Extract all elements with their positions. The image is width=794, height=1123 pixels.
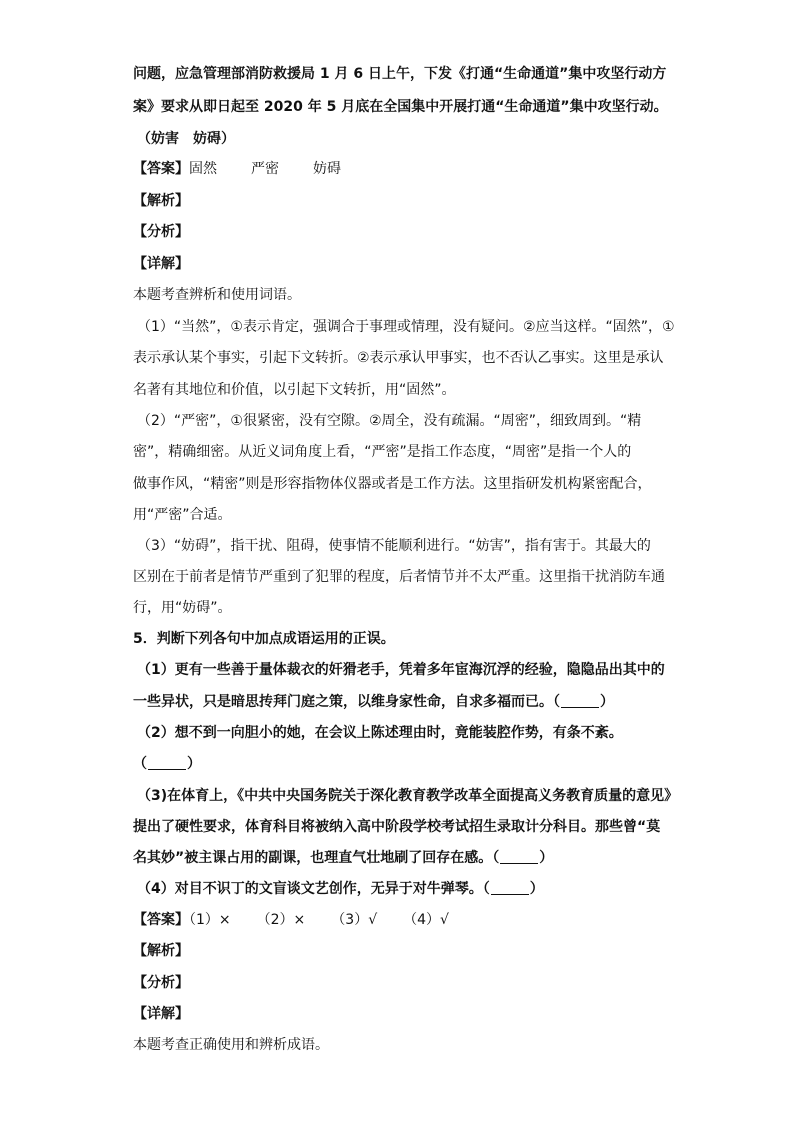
question-title: 5．判断下列各句中加点成语运用的正误。 [133, 631, 395, 647]
section-heading: 【详解】 [133, 1006, 189, 1022]
answer-item: （3）√ [331, 912, 378, 928]
question-item: （ ） [133, 756, 201, 772]
text-line: 案》要求从即日起至 2020 年 5 月底在全国集中开展打通“生命通道”集中攻坚行动。 [133, 99, 668, 115]
text-line: 表示承认某个事实，引起下文转折。②表示承认甲事实，也不否认乙事实。这里是承认 [133, 350, 664, 366]
text-line: 行，用“妨碍”。 [133, 600, 232, 616]
text-line: 密”，精确细密。从近义词角度上看，“严密”是指工作态度，“周密”是指一个人的 [133, 444, 632, 460]
answer-label: 【答案】 [133, 161, 189, 177]
question-item: 提出了硬性要求，体育科目将被纳入高中阶段学校考试招生录取计分科目。那些曾“莫 [133, 819, 661, 835]
text-line: 本题考查辨析和使用词语。 [133, 287, 301, 303]
text-line: 区别在于前者是情节严重到了犯罪的程度，后者情节并不太严重。这里指干扰消防车通 [133, 569, 665, 585]
text-line: 做事作风，“精密”则是形容指物体仪器或者是工作方法。这里指研发机构紧密配合， [133, 476, 652, 492]
text-line: 用“严密”合适。 [133, 507, 232, 523]
section-heading: 【分析】 [133, 224, 189, 240]
section-heading: 【详解】 [133, 256, 189, 272]
question-item: 名其妙”被主课占用的副课，也理直气壮地刷了回存在感。（ ） [133, 850, 554, 866]
answer-item: 妨碍 [313, 161, 341, 177]
question-item: （4）对目不识丁的文盲谈文艺创作，无异于对牛弹琴。（ ） [137, 881, 544, 897]
section-heading: 【分析】 [133, 975, 189, 991]
text-line: （2）“严密”，①很紧密，没有空隙。②周全，没有疏漏。“周密”，细致周到。“精 [137, 413, 642, 429]
answer-item: 固然 [189, 161, 217, 177]
question-item: （3)在体育上，《中共中央国务院关于深化教育教学改革全面提高义务教育质量的意见》 [137, 788, 679, 804]
question-item: 一些异状，只是暗思抟拜门庭之策，以维身家性命，自求多福而已。（ ） [133, 694, 614, 710]
answer-item: （1）× [189, 912, 231, 928]
text-line: 名著有其地位和价值，以引起下文转折，用“固然”。 [133, 382, 456, 398]
answer-line [133, 910, 449, 930]
text-line: 本题考查正确使用和辨析成语。 [133, 1037, 329, 1053]
word-options: （妨害 妨碍） [137, 131, 235, 147]
answer-blank[interactable] [148, 755, 186, 770]
question-item: （1）更有一些善于量体裁衣的奸猾老手，凭着多年宦海沉浮的经验，隐隐品出其中的 [137, 662, 665, 678]
answer-label: 【答案】 [133, 912, 189, 928]
answer-blank[interactable] [561, 693, 599, 708]
text-line: （3）“妨碍”，指干扰、阻碍，使事情不能顺利进行。“妨害”，指有害于。其最大的 [137, 538, 651, 554]
answer-item: （4）√ [403, 912, 449, 928]
question-item: （2）想不到一向胆小的她，在会议上陈述理由时，竟能装腔作势，有条不紊。 [137, 725, 623, 741]
section-heading: 【解析】 [133, 193, 189, 209]
text-line: 问题，应急管理部消防救援局 1 月 6 日上午，下发《打通“生命通道”集中攻坚行动方 [133, 66, 667, 82]
answer-line [133, 159, 341, 179]
answer-blank[interactable] [491, 880, 529, 895]
text-line: （1）“当然”，①表示肯定，强调合于事理或情理，没有疑问。②应当这样。“固然”，① [137, 319, 675, 335]
answer-item: （2）× [256, 912, 306, 928]
answer-blank[interactable] [500, 849, 538, 864]
section-heading: 【解析】 [133, 943, 189, 959]
answer-item: 严密 [251, 161, 279, 177]
